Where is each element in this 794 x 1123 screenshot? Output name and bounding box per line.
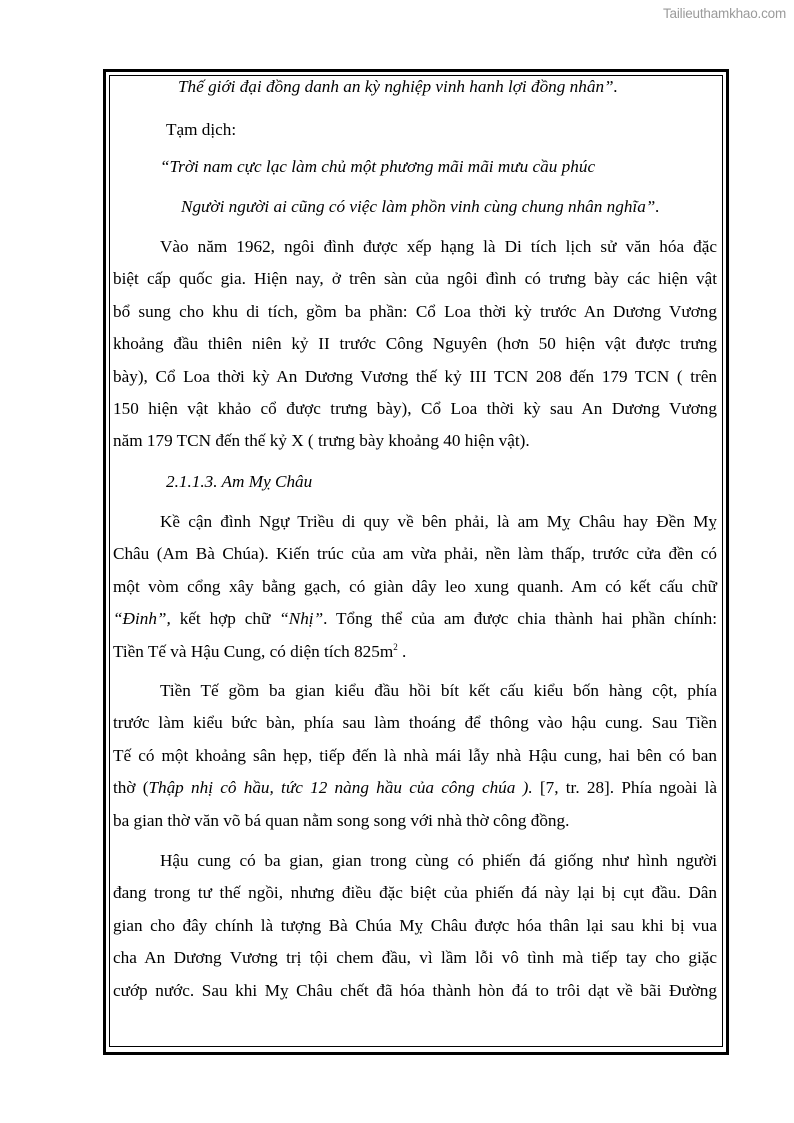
- text: Hậu cung có ba gian, gian trong cùng có phiến đá giống như hình người: [160, 851, 717, 870]
- text: thờ (: [113, 778, 149, 798]
- text-line: [113, 263, 717, 295]
- italic-text: “Trời nam cực lạc làm chủ một phương mãi mãi mưu cầu phúc: [160, 157, 596, 176]
- translation-line-2: [113, 191, 717, 223]
- text-line: [113, 571, 717, 603]
- text-line: [113, 538, 717, 570]
- text-line: [113, 71, 717, 103]
- text: trước làm kiểu bức bàn, phía sau làm thoáng để thông vào hậu cung. Sau Tiền: [113, 713, 717, 733]
- italic-text: Người người ai cũng có việc làm phồn vinh cùng chung nhân nghĩa”.: [181, 197, 660, 216]
- text: Tiền Tế gồm ba gian kiểu đầu hồi bít kết cấu kiểu bốn hàng cột, phía: [160, 681, 717, 700]
- text: Kề cận đình Ngự Triều di quy về bên phải, là am Mỵ Châu hay Đền Mỵ: [160, 512, 717, 531]
- text: cha An Dương Vương trị tội chem đầu, vì lầm lỗi vô tình mà tiếp tay cho giặc: [113, 948, 717, 968]
- text-line: [113, 740, 717, 772]
- translation-line-1: [113, 151, 717, 183]
- poem-line-1: [113, 71, 717, 103]
- text: 150 hiện vật khảo cổ được trưng bày), Cổ Loa thời kỳ sau An Dương Vương: [113, 398, 717, 418]
- text-line: [113, 393, 717, 425]
- text-line: [113, 603, 717, 635]
- text-line: [113, 845, 717, 877]
- text-line: [113, 191, 717, 223]
- text-line: [113, 805, 717, 837]
- text: Tạm dịch:: [166, 120, 237, 139]
- text-line: [113, 636, 717, 668]
- italic-text: “Đinh”,: [113, 609, 171, 629]
- text-line: [113, 506, 717, 538]
- text: năm 179 TCN đến thế kỷ X ( trưng bày khoảng 40 hiện vật).: [113, 431, 530, 451]
- text-line: [113, 296, 717, 328]
- text: . Tổng thể của am được chia thành hai phần chính:: [323, 609, 717, 629]
- text-line: [113, 231, 717, 263]
- paragraph-1: [113, 231, 717, 458]
- italic-text: “Nhị”: [279, 609, 324, 629]
- superscript: 2: [393, 641, 398, 652]
- text: bổ sung cho khu di tích, gồm ba phần: Cổ Loa thời kỳ trước An Dương Vương: [113, 301, 717, 321]
- watermark: Tailieuthamkhao.com: [662, 6, 786, 21]
- paragraph-2: [113, 506, 717, 668]
- text-line: [113, 707, 717, 739]
- text-line: [113, 151, 717, 183]
- text: cướp nước. Sau khi Mỵ Châu chết đã hóa thành hòn đá to trôi dạt về bãi Đường: [113, 980, 717, 1000]
- text-line: [113, 466, 717, 498]
- text: gian cho đây chính là tượng Bà Chúa Mỵ Châu được hóa thân lại sau khi bị vua: [113, 915, 717, 935]
- text: Tiền Tế và Hậu Cung, có diện tích 825m: [113, 641, 394, 661]
- text: ba gian thờ văn võ bá quan nằm song song với nhà thờ công đồng.: [113, 810, 570, 830]
- text-line: [113, 361, 717, 393]
- text: Tế có một khoảng sân hẹp, tiếp đến là nhà mái lẫy nhà Hậu cung, hai bên có ban: [113, 745, 717, 765]
- text-line: [113, 910, 717, 942]
- section-heading: [113, 466, 717, 498]
- text-line: [113, 772, 717, 804]
- paragraph-3: [113, 675, 717, 837]
- text: một vòm cổng xây bằng gạch, có giàn dây leo xung quanh. Am có kết cấu chữ: [113, 576, 717, 596]
- italic-text: Thập nhị cô hầu, tức 12 nàng hầu của công chúa ).: [148, 778, 533, 798]
- text: kết hợp chữ: [170, 609, 280, 629]
- text-line: [113, 328, 717, 360]
- text: .: [397, 641, 407, 661]
- text-line: [113, 675, 717, 707]
- text-line: [113, 877, 717, 909]
- text: khoảng đầu thiên niên kỷ II trước Công Nguyên (hơn 50 hiện vật được trưng: [113, 334, 717, 354]
- paragraph-4: [113, 845, 717, 1007]
- text-line: [113, 114, 717, 146]
- text: biệt cấp quốc gia. Hiện nay, ở trên sàn của ngôi đình có trưng bày các hiện vật: [113, 269, 717, 289]
- text: Châu (Am Bà Chúa). Kiến trúc của am vừa phải, nền làm thấp, trước cửa đền có: [113, 544, 717, 564]
- text: Vào năm 1962, ngôi đình được xếp hạng là Di tích lịch sử văn hóa đặc: [160, 237, 717, 256]
- translation-label: [113, 114, 717, 146]
- text: đang trong tư thế ngồi, nhưng điều đặc biệt của phiến đá này lại bị cụt đầu. Dân: [113, 883, 717, 903]
- text-line: [113, 942, 717, 974]
- text-line: [113, 425, 717, 457]
- italic-text: Thế giới đại đồng danh an kỳ nghiệp vinh hanh lợi đồng nhân”.: [178, 77, 618, 96]
- text: bày), Cổ Loa thời kỳ An Dương Vương thế kỷ III TCN 208 đến 179 TCN ( trên: [113, 366, 717, 386]
- italic-text: 2.1.1.3. Am Mỵ Châu: [166, 472, 313, 491]
- text: [7, tr. 28]. Phía ngoài là: [532, 778, 717, 798]
- text-line: [113, 975, 717, 1007]
